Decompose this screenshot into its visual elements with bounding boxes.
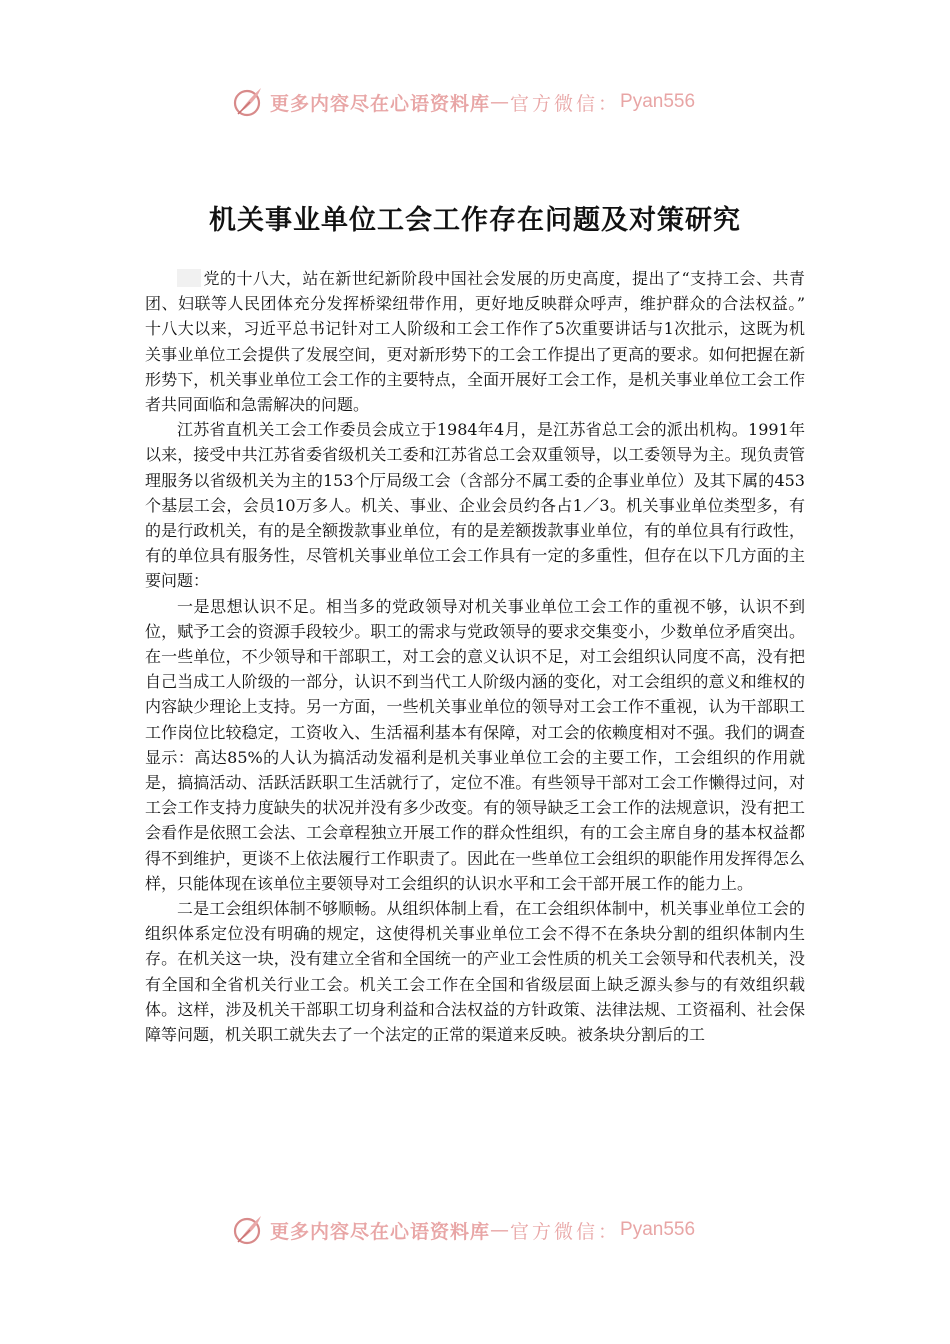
document-title: 机关事业单位工会工作存在问题及对策研究 xyxy=(209,205,741,236)
watermark-brand: 更多内容尽在心语资料库 xyxy=(270,1220,491,1243)
paragraph-text: 相当多的党政领导对机关事业单位工会工作的重视不够，认识不到位，赋予工会的资源手段较少。职工的需求与党政领导的要求交集变小，少数单位矛盾突出。在一些单位，不少领导和干部职工，对工会的意义认识不足，对工会组织认同度不高，没有把自己当成工人阶级的一部分，认识不到当代工人阶级内涵的变化，对工会组织的意义和维权的内容缺少理论上支持。另一方面，一些机关事业单位的领导对工会工作不重视，认为干部职工工作岗位比较稳定，工资收入、生活福利基本有保障，对工会的依赖度相对不强。我们的调查显示：高达85%的人认为搞活动发福利是机关事业单位工会的主要工作，工会组织的作用就是，搞搞活动、活跃活跃职工生活就行了，定位不准。有些领导干部对工会工作懒得过问，对工会工作支持力度缺失的状况并没有多少改变。有的领导缺乏工会工作的法规意识，没有把工会看作是依照工会法、工会章程独立开展工作的群众性组织，有的工会主席自身的基本权益都得不到维护，更谈不上依法履行工作职责了。因此在一些单位工会组织的职能作用发挥得怎么样，只能体现在该单位主要领导对工会组织的认识水平和工会干部开展工作的能力上。 xyxy=(145,596,805,893)
watermark-brand: 更多内容尽在心语资料库 xyxy=(270,92,491,115)
watermark-wechat-id: Pyan556 xyxy=(620,1219,696,1240)
watermark-wechat-label: 官方微信： xyxy=(510,92,621,115)
watermark-wechat-id: Pyan556 xyxy=(620,91,696,112)
paragraph-4 xyxy=(145,896,805,1047)
header-watermark xyxy=(230,82,750,122)
watermark-wechat-label: 官方微信： xyxy=(510,1220,621,1243)
footer-watermark xyxy=(230,1210,750,1250)
paragraph-text: 从组织体制上看，在工会组织体制中，机关事业单位工会的组织体系定位没有明确的规定，这使得机关事业单位工会不得不在条块分割的组织体制内生存。在机关这一块，没有建立全省和全国统一的产业工会性质的机关工会领导和代表机关，没有全国和全省机关行业工会。机关工会工作在全国和省级层面上缺乏源头参与的有效组织载体。这样，涉及机关干部职工切身利益和合法权益的方针政策、法律法规、工资福利、社会保障等问题，机关职工就失去了一个法定的正常的渠道来反映。被条块分割后的工 xyxy=(145,899,805,1045)
watermark-separator: — xyxy=(490,91,511,113)
paragraph-1 xyxy=(145,266,805,417)
quill-pen-icon xyxy=(230,84,266,120)
paragraph-lead: 一是思想认识不足。 xyxy=(177,596,326,616)
paragraph-3 xyxy=(145,594,805,896)
watermark-separator: — xyxy=(490,1219,511,1241)
redaction-mark xyxy=(177,269,201,287)
quill-pen-icon xyxy=(230,1212,266,1248)
document-body xyxy=(145,266,805,1047)
paragraph-text: 党的十八大，站在新世纪新阶段中国社会发展的历史高度，提出了“支持工会、共青团、妇联等人民团体充分发挥桥梁纽带作用，更好地反映群众呼声，维护群众的合法权益。” 十八大以来，习近平总书记针对工人阶级和工会工作作了5次重要讲话与1次批示，这既为机关事业单位工会提供了发展空间，更对新形势下的工会工作提出了更高的要求。如何把握在新形势下，机关事业单位工会工作的主要特点，全面开展好工会工作，是机关事业单位工会工作者共同面临和急需解决的问题。 xyxy=(145,269,805,415)
paragraph-text: 江苏省直机关工会工作委员会成立于1984年4月，是江苏省总工会的派出机构。1991年以来，接受中共江苏省委省级机关工委和江苏省总工会双重领导，以工委领导为主。现负责管理服务以省级机关为主的153个厅局级工会（含部分不属工委的企事业单位）及其下属的453个基层工会，会员10万多人。机关、事业、企业会员约各占1／3。机关事业单位类型多，有的是行政机关，有的是全额拨款事业单位，有的是差额拨款事业单位，有的单位具有行政性，有的单位具有服务性，尽管机关事业单位工会工作具有一定的多重性，但存在以下几方面的主要问题： xyxy=(145,420,805,591)
paragraph-2 xyxy=(145,417,805,593)
paragraph-lead: 二是工会组织体制不够顺畅。 xyxy=(177,899,387,919)
